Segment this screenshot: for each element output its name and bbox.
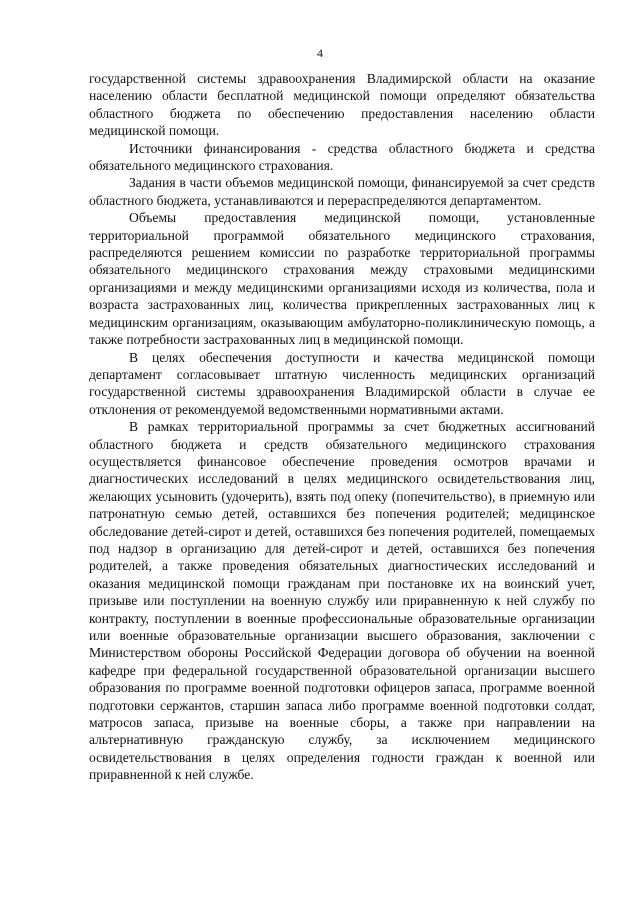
- page-number: 4: [317, 46, 323, 60]
- paragraph-care-volumes: Объемы предоставления медицинской помощи, установленные территориальной программой обязательного медицинского страхования, распределяются решением комиссии по разработке территориальной программы обязательного медицинского страхования между страховыми медицинскими организациями и между медицинскими организациями исходя из количества, пола и возраста застрахованных лиц, количества прикрепленных застрахованных лиц к медицинским организациям, оказывающим амбулаторно-поликлиническую помощь, а также потребности застрахованных лиц в медицинской помощи.: [89, 210, 595, 348]
- document-body: [89, 70, 595, 784]
- paragraph-staffing: В целях обеспечения доступности и качества медицинской помощи департамент согласовывает штатную численность медицинских организаций государственной системы здравоохранения Владимирской области в случае ее отклонения от рекомендуемой ведомственными нормативными актами.: [89, 349, 595, 417]
- paragraph-continuation: государственной системы здравоохранения Владимирской области на оказание населению области бесплатной медицинской помощи определяют обязательства областного бюджета по обеспечению предоставления населению области медицинской помощи.: [89, 71, 595, 139]
- paragraph-budget-tasks: Задания в части объемов медицинской помощи, финансируемой за счет средств областного бюджета, устанавливаются и перераспределяются департаментом.: [89, 175, 595, 208]
- paragraph-examinations: В рамках территориальной программы за счет бюджетных ассигнований областного бюджета и средств обязательного медицинского страхования осуществляется финансовое обеспечение проведения осмотров врачами и диагностических исследований в целях медицинского освидетельствования лиц, желающих усыновить (удочерить), взять под опеку (попечительство), в приемную или патронатную семью детей, оставшихся без попечения родителей; медицинское обследование детей-сирот и детей, оставшихся без попечения родителей, помещаемых под надзор в организацию для детей-сирот и детей, оставшихся без попечения родителей, а также проведения обязательных диагностических исследований и оказания медицинской помощи гражданам при постановке их на воинский учет, призыве или поступлении на военную службу или приравненную к ней службу по контракту, поступлении в военные профессиональные образовательные организации или военные образовательные организации высшего образования, заключении с Министерством обороны Российской Федерации договора об обучении на военной кафедре при федеральной государственной образовательной организации высшего образования по программе военной подготовки офицеров запаса, программе военной подготовки сержантов, старшин запаса либо программе военной подготовки солдат, матросов запаса, призыве на военные сборы, а также при направлении на альтернативную гражданскую службу, за исключением медицинского освидетельствования в целях определения годности граждан к военной или приравненной к ней службе.: [89, 419, 595, 783]
- paragraph-funding-sources: Источники финансирования - средства областного бюджета и средства обязательного медицинского страхования.: [89, 140, 595, 174]
